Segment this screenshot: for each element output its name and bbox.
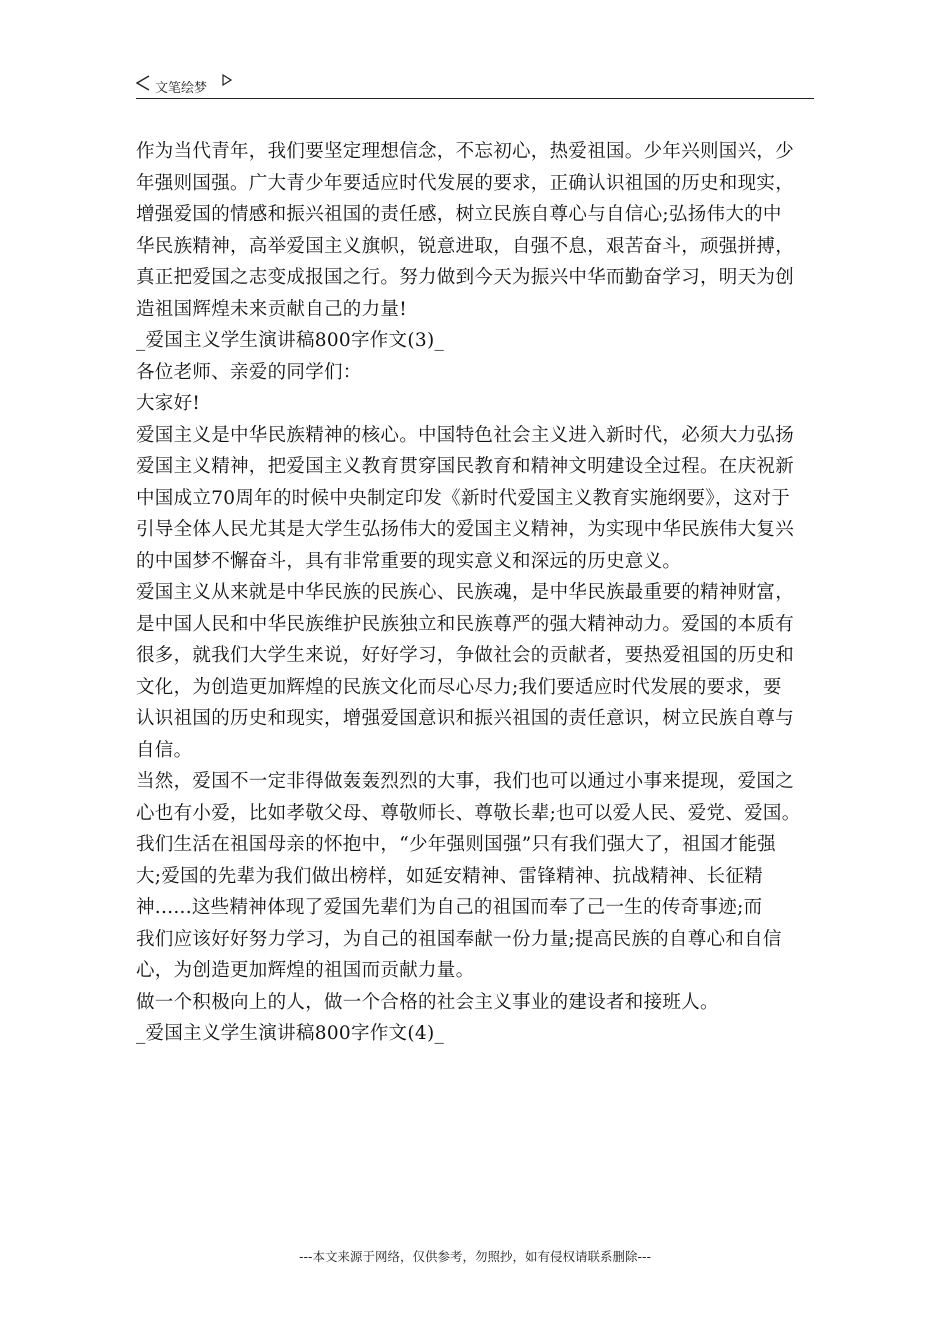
text-line: 真正把爱国之志变成报国之行。努力做到今天为振兴中华而勤奋学习，明天为创: [136, 267, 795, 288]
text-line: 大;爱国的先辈为我们做出榜样，如延安精神、雷锋精神、抗战精神、长征精: [136, 865, 763, 887]
text-line: _爱国主义学生演讲稿800字作文(4)_: [136, 1023, 445, 1044]
document-body: [136, 136, 814, 1050]
text-line: 当然，爱国不一定非得做轰轰烈烈的大事，我们也可以通过小事来提现，爱国之: [136, 771, 795, 792]
text-line: 华民族精神，高举爱国主义旗帜，锐意进取，自强不息，艰苦奋斗，顽强拼搏，: [136, 235, 795, 257]
text-line: 作为当代青年，我们要坚定理想信念，不忘初心，热爱祖国。少年兴则国兴，少: [136, 141, 795, 162]
text-line: 中国成立70周年的时候中央制定印发《新时代爱国主义教育实施纲要》，这对于: [136, 487, 791, 509]
text-line: 我们应该好好努力学习，为自己的祖国奉献一份力量;提高民族的自尊心和自信: [136, 928, 782, 950]
text-line: 爱国主义精神，把爱国主义教育贯穿国民教育和精神文明建设全过程。在庆祝新: [136, 456, 795, 477]
text-line: 神......这些精神体现了爱国先辈们为自己的祖国而奉了己一生的传奇事迹;而: [136, 897, 763, 918]
text-line: 心也有小爱，比如孝敬父母、尊敬师长、尊敬长辈;也可以爱人民、爱党、爱国。: [136, 802, 801, 824]
text-line: 自信。: [136, 739, 193, 761]
text-line: 心，为创造更加辉煌的祖国而贡献力量。: [136, 960, 475, 981]
page-header: [136, 70, 814, 99]
text-line: 各位老师、亲爱的同学们：: [136, 361, 362, 383]
text-line: 爱国主义是中华民族精神的核心。中国特色社会主义进入新时代，必须大力弘扬: [136, 424, 795, 446]
brand-label: 文笔绘梦: [155, 81, 208, 96]
right-triangle-icon: [222, 74, 232, 86]
left-triangle-icon: [136, 75, 150, 91]
text-line: 增强爱国的情感和振兴祖国的责任感，树立民族自尊心与自信心;弘扬伟大的中: [136, 204, 782, 225]
text-line: 做一个积极向上的人，做一个合格的社会主义事业的建设者和接班人。: [136, 991, 719, 1013]
text-line: _爱国主义学生演讲稿800字作文(3)_: [136, 330, 445, 351]
text-line: 很多，就我们大学生来说，好好学习，争做社会的贡献者，要热爱祖国的历史和: [136, 645, 795, 666]
text-line: 引导全体人民尤其是大学生弘扬伟大的爱国主义精神，为实现中华民族伟大复兴: [136, 519, 795, 540]
footer-disclaimer: ---本文来源于网络，仅供参考，勿照抄，如有侵权请联系删除---: [298, 1249, 652, 1264]
text-line: 我们生活在祖国母亲的怀抱中，“少年强则国强”只有我们强大了，祖国才能强: [136, 834, 776, 855]
text-line: 造祖国辉煌未来贡献自己的力量!: [136, 298, 407, 320]
text-line: 认识祖国的历史和现实，增强爱国意识和振兴祖国的责任意识，树立民族自尊与: [136, 708, 795, 729]
text-line: 文化，为创造更加辉煌的民族文化而尽心尽力;我们要适应时代发展的要求，要: [136, 676, 782, 698]
text-line: 年强则国强。广大青少年要适应时代发展的要求，正确认识祖国的历史和现实，: [136, 172, 795, 194]
text-line: 是中国人民和中华民族维护民族独立和民族尊严的强大精神动力。爱国的本质有: [136, 613, 795, 635]
text-line: 爱国主义从来就是中华民族的民族心、民族魂，是中华民族最重要的精神财富，: [136, 582, 795, 603]
text-line: 大家好!: [136, 393, 201, 414]
text-line: 的中国梦不懈奋斗，具有非常重要的现实意义和深远的历史意义。: [136, 550, 682, 572]
